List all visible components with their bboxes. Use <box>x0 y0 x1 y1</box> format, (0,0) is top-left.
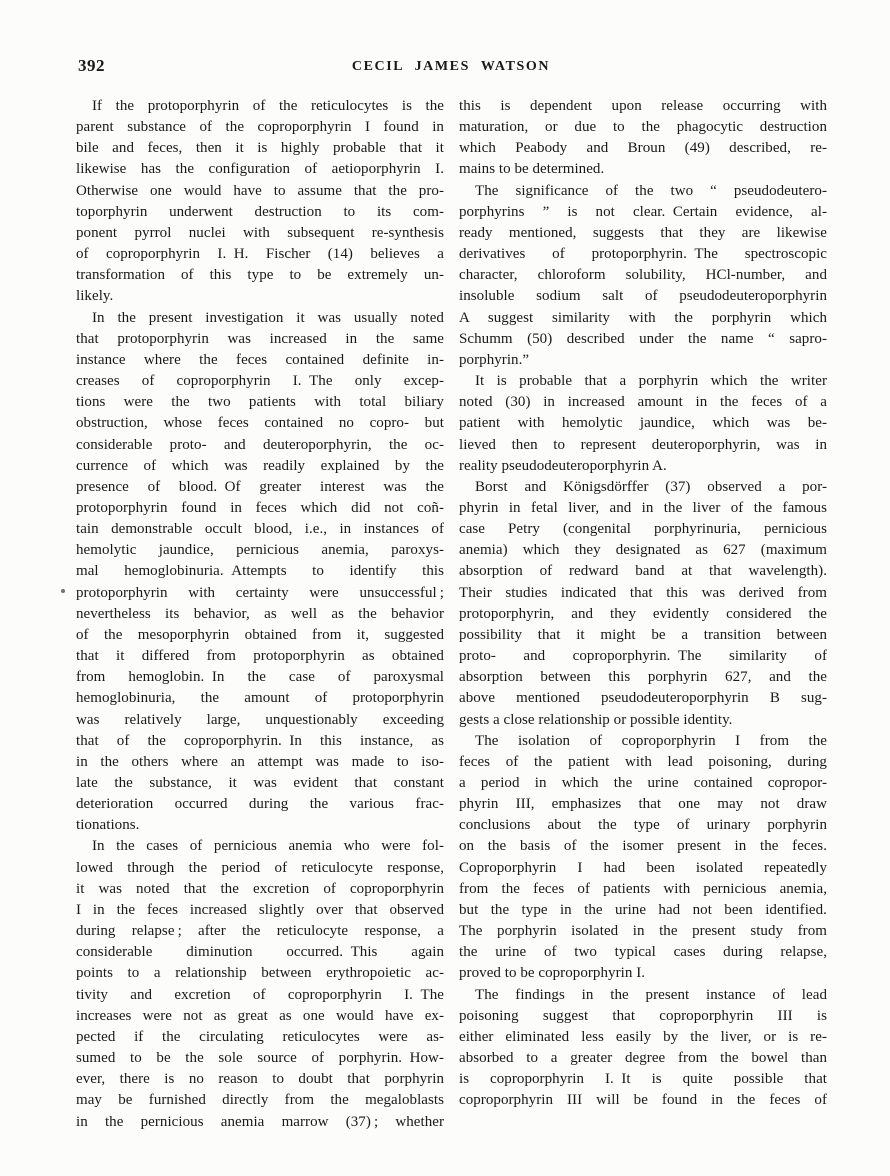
text-line: protoporphyrin with certainty were unsuccessful ; <box>76 584 444 601</box>
paragraph <box>76 96 444 308</box>
text-line: on the basis of the isomer present in the feces. <box>459 838 827 855</box>
text-line: may be furnished directly from the megaloblasts <box>76 1092 444 1109</box>
paragraph <box>459 731 827 985</box>
text-line: absorption between this porphyrin 627, and the <box>459 669 827 686</box>
running-title: CECIL JAMES WATSON <box>351 59 551 74</box>
text-line: tain demonstrable occult blood, i.e., in instances of <box>76 521 444 538</box>
paragraph <box>459 985 827 1112</box>
text-line: ever, there is no reason to doubt that porphyrin <box>76 1071 444 1088</box>
text-line: creases of coproporphyrin I. The only excep- <box>76 373 444 390</box>
text-line: late the substance, it was evident that constant <box>76 775 444 791</box>
text-line: porphyrin.” <box>459 351 530 368</box>
paragraph <box>459 96 827 181</box>
text-line: during relapse ; after the reticulocyte response, a <box>76 923 444 940</box>
text-line: toporphyrin underwent destruction to its com- <box>76 203 444 220</box>
text-line: In the cases of pernicious anemia who were fol- <box>92 838 444 855</box>
text-line: lowed through the period of reticulocyte response, <box>76 859 444 876</box>
text-line: which Peabody and Broun (49) described, re- <box>459 140 827 157</box>
text-line: of coproporphyrin I. H. Fischer (14) believes a <box>76 246 444 263</box>
paragraph <box>76 836 444 1132</box>
text-line: was relatively large, unquestionably exceeding <box>76 711 444 728</box>
text-line: absorbed to a greater degree from the bowel than <box>459 1050 827 1067</box>
text-line: protoporphyrin, and they evidently considered the <box>459 605 827 622</box>
text-line: Borst and Königsdörffer (37) observed a por- <box>475 478 827 495</box>
text-line: It is probable that a porphyrin which the writer <box>475 373 827 390</box>
text-line: of the mesoporphyrin obtained from it, suggested <box>76 626 444 643</box>
text-line: patient with hemolytic jaundice, which was be- <box>459 415 827 432</box>
text-line: that it differed from protoporphyrin as obtained <box>76 648 444 665</box>
text-line: hemoglobinuria, the amount of protoporphyrin <box>76 690 444 707</box>
paragraph <box>76 308 444 837</box>
text-line: ponent pyrrol nuclei with subsequent re-synthesis <box>76 224 444 241</box>
text-line: instance where the feces contained definite in- <box>76 351 444 368</box>
text-line: The porphyrin isolated in the present study from <box>459 923 827 940</box>
text-line: obstruction, whose feces contained no copro- but <box>76 415 444 432</box>
text-line: in the others where an attempt was made to iso- <box>76 753 444 770</box>
text-line: mal hemoglobinuria. Attempts to identify this <box>76 563 444 580</box>
text-line: noted (30) in increased amount in the feces of a <box>459 394 827 411</box>
text-line: tionations. <box>76 817 140 834</box>
text-line: proved to be coproporphyrin I. <box>459 965 646 982</box>
scan-artifact-dot <box>61 589 65 593</box>
text-line: The isolation of coproporphyrin I from the <box>475 732 827 749</box>
text-line: that protoporphyrin was increased in the same <box>76 330 444 347</box>
text-line: currence of which was readily explained by the <box>76 457 444 474</box>
text-line: phyrin in fetal liver, and in the liver of the famous <box>459 499 827 516</box>
text-line: A suggest similarity with the porphyrin which <box>459 309 827 326</box>
text-line: reality pseudodeuteroporphyrin A. <box>459 457 667 474</box>
text-line: protoporphyrin found in feces which did not coñ- <box>76 499 444 516</box>
text-line: ready mentioned, suggests that they are likewise <box>459 224 827 241</box>
text-line: Schumm (50) described under the name “ sapro- <box>459 330 827 347</box>
text-line: either eliminated less easily by the liver, or is re- <box>459 1028 827 1045</box>
text-line: In the present investigation it was usually noted <box>92 309 444 326</box>
text-line: increases were not as great as one would have ex- <box>76 1007 444 1024</box>
text-line: points to a relationship between erythropoietic ac- <box>76 965 444 982</box>
text-line: absorption of redward band at that wavelength). <box>459 563 827 580</box>
text-line: Otherwise one would have to assume that the pro- <box>76 182 444 199</box>
text-line: a period in which the urine contained copropor- <box>459 775 827 791</box>
page-number: 392 <box>78 56 105 75</box>
text-line: phyrin III, emphasizes that one may not draw <box>459 796 827 813</box>
text-line: tions were the two patients with total biliary <box>76 394 444 411</box>
text-line: presence of blood. Of greater interest was the <box>76 478 444 495</box>
text-line: considerable diminution occurred. This again <box>76 944 444 961</box>
text-line: considerable proto- and deuteroporphyrin, the oc- <box>76 436 444 453</box>
text-line: that of the coproporphyrin. In this instance, as <box>76 732 444 749</box>
text-line: maturation, or due to the phagocytic destruction <box>459 119 827 136</box>
text-line: anemia) which they designated as 627 (maximum <box>459 542 827 559</box>
text-line: insoluble sodium salt of pseudodeuteroporphyrin <box>459 288 827 305</box>
text-line: likely. <box>76 288 114 305</box>
text-line: transformation of this type to be extremely un- <box>76 267 444 284</box>
text-line: poisoning suggest that coproporphyrin III is <box>459 1007 827 1024</box>
text-line: The findings in the present instance of lead <box>475 986 827 1003</box>
text-line: above mentioned pseudodeuteroporphyrin B sug- <box>459 690 827 707</box>
text-line: in the pernicious anemia marrow (37) ; whether <box>76 1113 444 1130</box>
text-line: from hemoglobin. In the case of paroxysmal <box>76 669 444 686</box>
text-line: it was noted that the excretion of coproporphyrin <box>76 880 444 897</box>
text-line: nevertheless its behavior, as well as the behavior <box>76 605 444 622</box>
text-line: parent substance of the coproporphyrin I found in <box>76 119 444 136</box>
text-line: mains to be determined. <box>459 161 605 178</box>
text-line: coproporphyrin III will be found in the feces of <box>459 1092 827 1109</box>
text-line: If the protoporphyrin of the reticulocytes is the <box>92 98 444 114</box>
text-line: derivatives of protoporphyrin. The spectroscopic <box>459 246 827 263</box>
text-line: The significance of the two “ pseudodeutero- <box>475 182 827 199</box>
text-columns <box>76 96 827 1133</box>
text-line: Their studies indicated that this was derived from <box>459 584 827 601</box>
text-line: proto- and coproporphyrin. The similarity of <box>459 648 827 665</box>
text-line: is coproporphyrin I. It is quite possible that <box>459 1071 827 1088</box>
text-line: character, chloroform solubility, HCl-number, and <box>459 267 827 284</box>
text-line: Coproporphyrin I had been isolated repeatedly <box>459 859 827 876</box>
text-line: bile and feces, then it is highly probable that it <box>76 140 444 157</box>
paragraph <box>459 371 827 477</box>
text-line: tivity and excretion of coproporphyrin I. The <box>76 986 444 1003</box>
paragraph <box>459 181 827 371</box>
text-line: the urine of two typical cases during relapse, <box>459 944 827 961</box>
text-line: hemolytic jaundice, pernicious anemia, paroxys- <box>76 542 444 559</box>
text-line: this is dependent upon release occurring with <box>459 98 827 114</box>
text-line: possibility that it might be a transition between <box>459 626 827 643</box>
column-right <box>459 96 827 1133</box>
paragraph <box>459 477 827 731</box>
text-line: porphyrins ” is not clear. Certain evidence, al- <box>459 203 827 220</box>
column-left <box>76 96 444 1133</box>
text-line: pected if the circulating reticulocytes were as- <box>76 1028 444 1045</box>
text-line: I in the feces increased slightly over that observed <box>76 901 444 918</box>
text-line: feces of the patient with lead poisoning, during <box>459 753 827 770</box>
text-line: sumed to be the sole source of porphyrin. How- <box>76 1050 444 1067</box>
text-line: case Petry (congenital porphyrinuria, pernicious <box>459 521 827 538</box>
text-line: gests a close relationship or possible identity. <box>459 711 733 728</box>
text-line: from the feces of patients with pernicious anemia, <box>459 880 827 897</box>
text-line: deterioration occurred during the various frac- <box>76 796 444 813</box>
text-line: conclusions about the type of urinary porphyrin <box>459 817 827 834</box>
text-line: likewise has the configuration of aetioporphyrin I. <box>76 161 444 178</box>
text-line: lieved then to represent deuteroporphyrin, was in <box>459 436 827 453</box>
text-line: but the type in the urine had not been identified. <box>459 901 827 918</box>
